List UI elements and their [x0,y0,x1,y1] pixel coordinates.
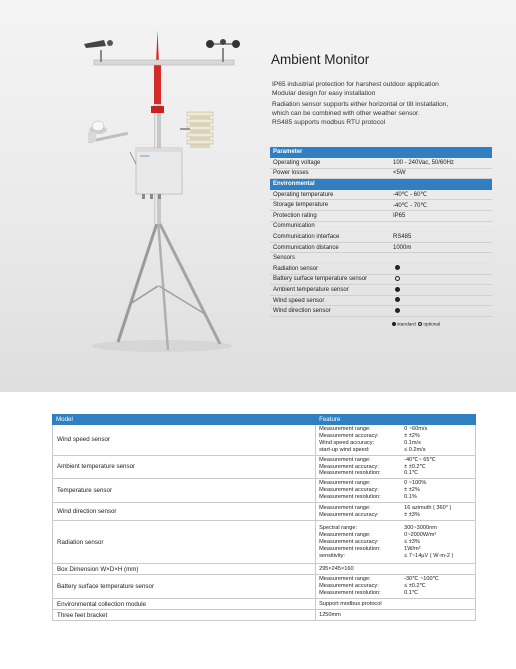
spec-header-feature: Feature [316,415,476,425]
feature-key: Measurement accuracy: [319,432,379,439]
feature-value: ± ±0.2℃ [404,463,426,470]
spec-feature-cell [316,521,476,564]
sensor-label: Wind speed sensor [270,295,390,306]
standard-dot-icon [395,287,400,292]
spec-model-cell: Battery surface temperature sensor [53,575,316,599]
feature-key: Measurement accuracy: [319,463,379,470]
spec-model-cell: Radiation sensor [53,521,316,564]
spec-row [53,503,476,521]
feature-key: Measurement resolution: [319,494,381,501]
feature-key: Measurement range: [319,504,371,511]
parameter-row [270,158,492,169]
param-label: Operating voltage [270,158,390,169]
spec-model-cell: Wind direction sensor [53,503,316,521]
feature-value: 0.1℃ [404,590,419,597]
spec-row [53,575,476,599]
feature-value: -40℃~ 65℃ [404,456,436,463]
spec-header-model: Model [53,415,316,425]
feature-value: 295×245×160 [319,565,354,572]
feature-line [319,525,475,532]
feature-key: Measurement range: [319,480,371,487]
product-title: Ambient Monitor [271,52,370,67]
spec-feature-cell [316,503,476,521]
sensor-row [270,295,492,306]
sensor-row [270,274,492,285]
feature-line [319,433,475,440]
sensor-row [270,285,492,296]
feature-value: ± ±2% [404,487,420,494]
param-value: <5W [390,168,492,179]
feature-value: 0.1m/s [404,439,421,446]
feature-line [319,494,475,501]
parameter-row [270,189,492,200]
spec-feature-cell [316,425,476,456]
spec-model-cell: Ambient temperature sensor [53,455,316,479]
feature-value: 300~3000nm [404,525,437,532]
feature-key: Spectral range: [319,525,358,532]
param-value: IP65 [390,211,492,222]
feature-value: ≤ 0.2m/s [404,446,426,453]
feature-key: start-up wind speed: [319,446,370,453]
feature-line [319,583,475,590]
mark-legend [392,322,440,327]
enclosure-brand-label: xxxxxx [140,154,150,158]
feature-value: ≤ ±0.2℃ [404,583,426,590]
feature-key: Measurement range: [319,456,371,463]
feature-item: IP65 industrial protection for harshest outdoor application [272,81,439,88]
feature-line [319,590,475,597]
feature-line [319,612,475,619]
parameter-row [270,242,492,253]
spec-feature-cell [316,564,476,575]
sensor-row [270,306,492,317]
parameter-row [270,200,492,211]
feature-key: Measurement range: [319,576,371,583]
param-label: Protection rating [270,211,390,222]
spec-header-row [53,415,476,425]
feature-list [272,80,510,127]
feature-line [319,470,475,477]
feature-value: ≤ 7~14μV ( W·m-2 ) [404,552,454,559]
feature-line [319,532,475,539]
spec-row [53,564,476,575]
spec-feature-cell [316,599,476,610]
feature-line [319,487,475,494]
feature-line [319,601,475,608]
feature-line [319,566,475,573]
sensor-label: Ambient temperature sensor [270,285,390,296]
environmental-header-row [270,179,492,190]
feature-line [319,539,475,546]
communication-group-row [270,221,492,232]
param-label: Communication distance [270,242,390,253]
sensor-row [270,264,492,275]
feature-key: Measurement resolution: [319,590,381,597]
feature-value: ± ±3% [404,511,420,518]
spec-row [53,479,476,503]
feature-key: Wind speed accuracy: [319,439,375,446]
weather-station-illustration [70,24,270,364]
feature-line [319,576,475,583]
legend-optional: optional [423,322,441,328]
spec-model-cell: Temperature sensor [53,479,316,503]
feature-value: 0.1% [404,494,417,501]
spec-row [53,599,476,610]
parameter-table [270,147,492,317]
feature-key: Measurement range: [319,426,371,432]
optional-circle-icon [395,276,400,281]
sensor-label: Battery surface temperature sensor [270,274,390,285]
feature-value: 0 ~60m/s [404,426,428,432]
feature-key: Measurement accuracy: [319,511,379,518]
param-label: Communication interface [270,232,390,243]
parameter-row [270,232,492,243]
feature-item: which can be combined with other weather sensor. [272,110,420,117]
feature-line [319,505,475,512]
parameter-header-row [270,147,492,158]
feature-line [319,426,475,433]
feature-key: Measurement accuracy: [319,538,379,545]
feature-item: Modular design for easy installation [272,90,376,97]
spec-model-cell: Wind speed sensor [53,425,316,456]
spec-feature-cell [316,575,476,599]
feature-line [319,464,475,471]
sensor-label: Radiation sensor [270,264,390,275]
param-label: Power losses [270,168,390,179]
spec-table [52,414,476,621]
feature-value: -30℃ ~100℃ [404,576,439,583]
spec-feature-cell [316,455,476,479]
feature-item: RS485 supports modbus RTU protocol [272,119,386,126]
standard-dot-icon [392,322,396,326]
standard-dot-icon [395,308,400,313]
param-value: -40℃ - 70℃ [390,200,492,211]
feature-key: Measurement accuracy: [319,583,379,590]
feature-key: Measurement accuracy: [319,487,379,494]
param-label: Storage temperature [270,200,390,211]
feature-value: Support modbus protocol [319,600,382,607]
feature-value: 0 ~100% [404,480,427,487]
spec-feature-cell [316,610,476,621]
spec-model-cell: Environmental collection module [53,599,316,610]
param-value: RS485 [390,232,492,243]
sensors-label: Sensors [270,253,492,264]
feature-item: Radiation sensor supports either horizontal or tilt installation, [272,101,449,108]
spec-row [53,521,476,564]
standard-dot-icon [395,297,400,302]
spec-model-cell: Three feet bracket [53,610,316,621]
param-value: -40℃ - 60℃ [390,189,492,200]
feature-value: ± ±2% [404,432,420,439]
feature-line [319,480,475,487]
parameter-row [270,211,492,222]
param-value: 1000m [390,242,492,253]
feature-line [319,447,475,454]
standard-dot-icon [395,265,400,270]
feature-value: 16 azimuth ( 360° ) [404,504,452,511]
feature-key: sensitivity: [319,552,345,559]
spec-row [53,455,476,479]
feature-value: ≤ ±3% [404,538,420,545]
feature-key: Measurement resolution: [319,545,381,552]
feature-line [319,512,475,519]
spec-row [53,425,476,456]
feature-value: 1250mm [319,611,341,618]
legend-standard: standard [397,322,416,328]
feature-line [319,553,475,560]
communication-label: Communication [270,221,492,232]
feature-key: Measurement resolution: [319,470,381,477]
spec-feature-cell [316,479,476,503]
feature-value: 0~2000W/m² [404,531,437,538]
sensor-label: Wind direction sensor [270,306,390,317]
param-value: 100 - 240Vac, 50/60Hz [390,158,492,169]
feature-key: Measurement range: [319,531,371,538]
parameter-row [270,168,492,179]
feature-value: 1W/m² [404,545,421,552]
environmental-header: Environmental [270,179,492,190]
param-label: Operating temperature [270,189,390,200]
parameter-header: Parameter [270,147,492,158]
feature-value: 0.1℃ [404,470,419,477]
feature-line [319,546,475,553]
sensors-group-row [270,253,492,264]
feature-line [319,457,475,464]
spec-model-cell: Box Dimension W×D×H (mm) [53,564,316,575]
feature-line [319,440,475,447]
spec-row [53,610,476,621]
optional-circle-icon [418,322,422,326]
